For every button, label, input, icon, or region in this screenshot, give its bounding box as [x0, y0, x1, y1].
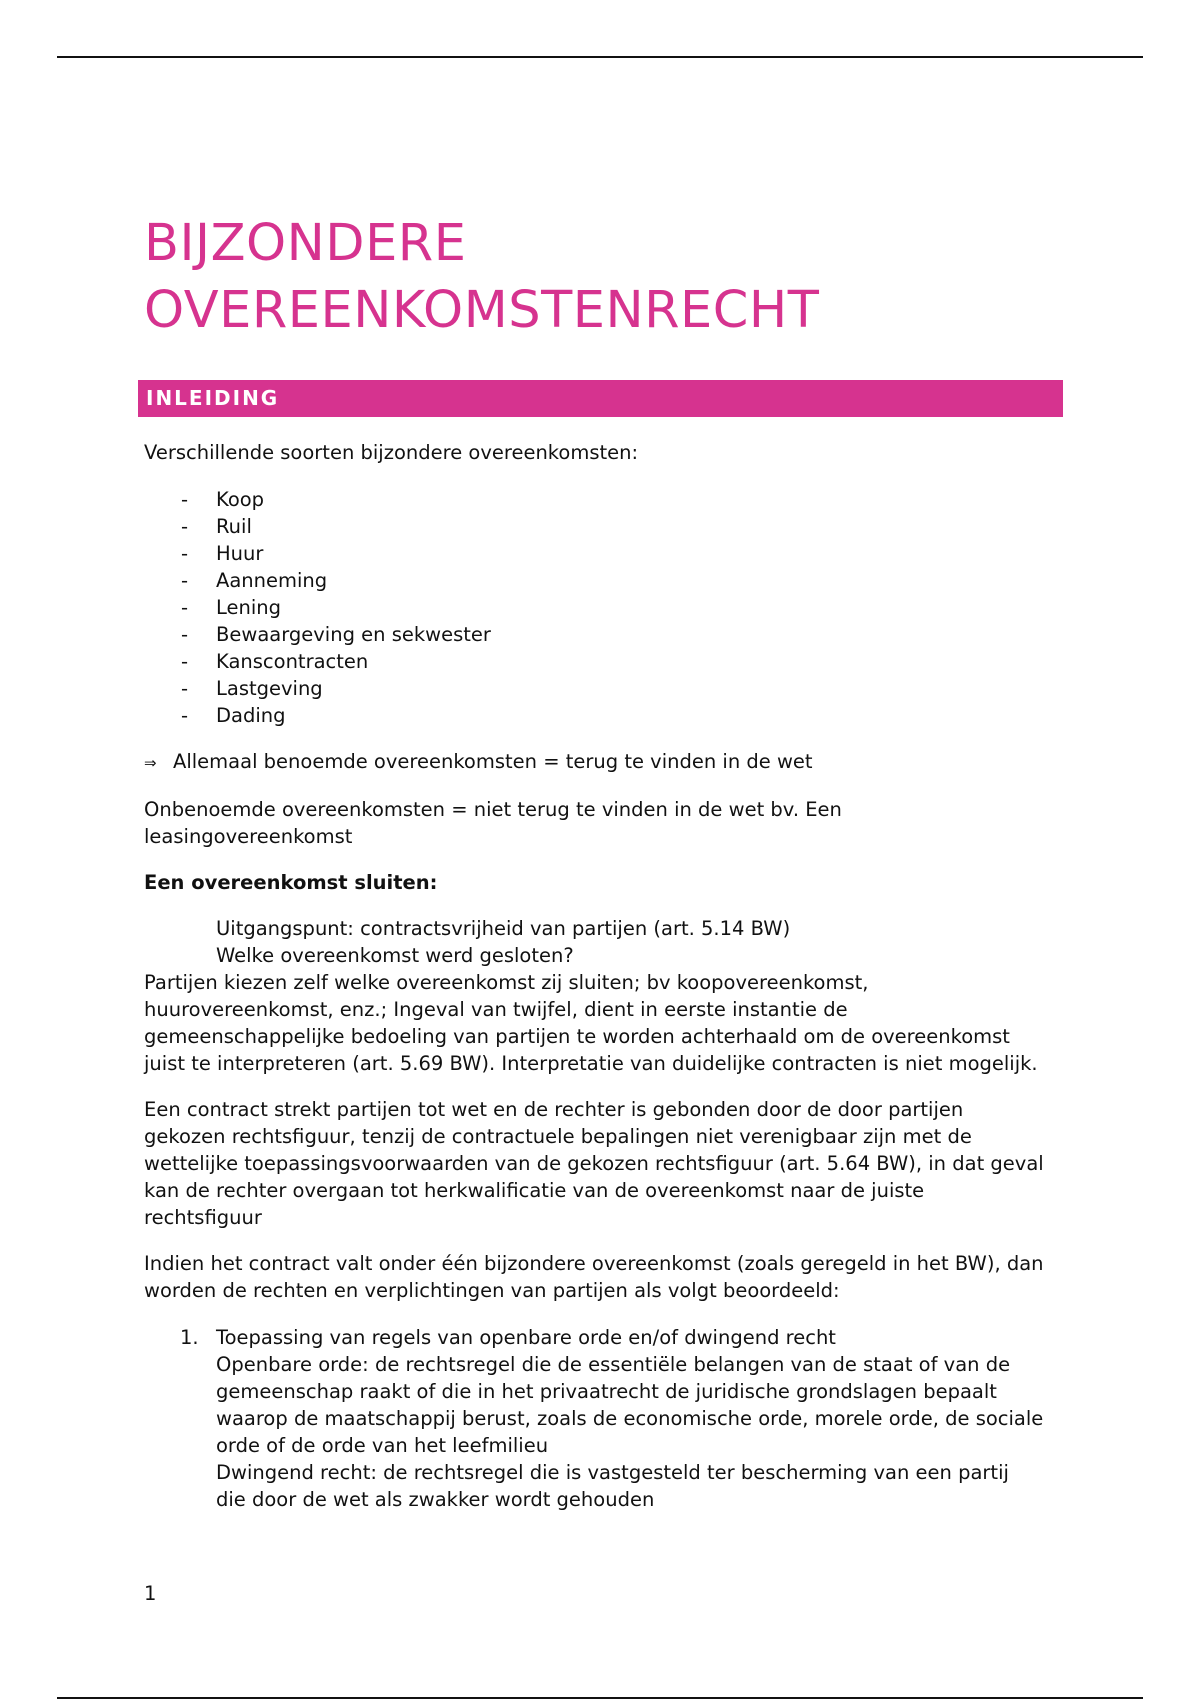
list-item — [144, 540, 1044, 567]
double-arrow-icon: ⇒ — [144, 754, 157, 772]
closing-heading: Een overeenkomst sluiten: — [144, 871, 438, 894]
title-line-1: BIJZONDERE — [144, 214, 467, 273]
list-item-label: Lening — [216, 596, 282, 619]
section-heading-inleiding: INLEIDING — [138, 380, 1063, 417]
list-item — [144, 702, 1044, 729]
bullet-dash: - — [181, 488, 189, 511]
intro-text: Verschillende soorten bijzondere overeenkomsten: — [144, 441, 639, 464]
mandatory-law-text: Dwingend recht: de rechtsregel die is vastgesteld ter bescherming van een partij die door de wet als zwakker wordt gehouden — [216, 1461, 1009, 1511]
document-title — [144, 210, 1044, 344]
question-text: Welke overeenkomst werd gesloten? — [216, 944, 574, 967]
list-item — [144, 648, 1044, 675]
bullet-dash: - — [181, 677, 189, 700]
list-item-label: Aanneming — [216, 569, 328, 592]
starting-point-text: Uitgangspunt: contractsvrijheid van partijen (art. 5.14 BW) — [216, 917, 791, 940]
bullet-dash: - — [181, 569, 189, 592]
list-item-label: Dading — [216, 704, 286, 727]
bullet-dash: - — [181, 650, 189, 673]
page-number: 1 — [144, 1582, 157, 1605]
bullet-dash: - — [181, 542, 189, 565]
bottom-rule — [57, 1697, 1143, 1699]
top-rule — [57, 56, 1143, 58]
list-item-label: Kanscontracten — [216, 650, 369, 673]
list-item — [144, 486, 1044, 513]
contract-types-list — [144, 486, 1044, 729]
list-item — [144, 513, 1044, 540]
bullet-dash: - — [181, 704, 189, 727]
list-item-label: Lastgeving — [216, 677, 323, 700]
list-item — [144, 567, 1044, 594]
list-item-label: Koop — [216, 488, 265, 511]
bullet-dash: - — [181, 623, 189, 646]
bullet-dash: - — [181, 515, 189, 538]
item-heading: Toepassing van regels van openbare orde en/of dwingend recht — [216, 1326, 836, 1349]
title-line-2: OVEREENKOMSTENRECHT — [144, 281, 820, 340]
contract-paragraph: Een contract strekt partijen tot wet en de rechter is gebonden door de door partijen gekozen rechtsfiguur, tenzij de contractuele bepalingen niet verenigbaar zijn met de wettelijke toepassingsvoorwaarden van de gekozen rechtsfiguur (art. 5.64 BW), in dat geval kan de rechter overgaan tot herkwalificatie van de overeenkomst naar de juiste rechtsfiguur — [144, 1098, 1044, 1229]
closing-paragraph: Partijen kiezen zelf welke overeenkomst zij sluiten; bv koopovereenkomst, huurovereenkomst, enz.; Ingeval van twijfel, dient in eerste instantie de gemeenschappelijke bedoeling van partijen te worden achterhaald om de overeenkomst juist te interpreteren (art. 5.69 BW). Interpretatie van duidelijke contracten is niet mogelijk. — [144, 971, 1038, 1075]
list-item — [144, 594, 1044, 621]
item-number: 1. — [180, 1326, 199, 1349]
list-item — [144, 675, 1044, 702]
unnamed-contracts-text: Onbenoemde overeenkomsten = niet terug te vinden in de wet bv. Een leasingovereenkomst — [144, 798, 842, 848]
public-order-text: Openbare orde: de rechtsregel die de essentiële belangen van de staat of van de gemeenschap raakt of die in het privaatrecht de juridische grondslagen bepaalt waarop de maatschappij berust, zoals de economische orde, morele orde, de sociale orde of de orde van het leefmilieu — [216, 1353, 1044, 1457]
list-item-label: Bewaargeving en sekwester — [216, 623, 491, 646]
arrow-note-text: Allemaal benoemde overeenkomsten = terug te vinden in de wet — [173, 750, 813, 773]
numbered-item-1 — [144, 1324, 1044, 1513]
indien-paragraph: Indien het contract valt onder één bijzondere overeenkomst (zoals geregeld in het BW), dan worden de rechten en verplichtingen van partijen als volgt beoordeeld: — [144, 1252, 1044, 1302]
list-item — [144, 621, 1044, 648]
list-item-label: Huur — [216, 542, 264, 565]
page-content — [144, 210, 1044, 1513]
list-item-label: Ruil — [216, 515, 252, 538]
bullet-dash: - — [181, 596, 189, 619]
arrow-note — [144, 748, 1044, 777]
